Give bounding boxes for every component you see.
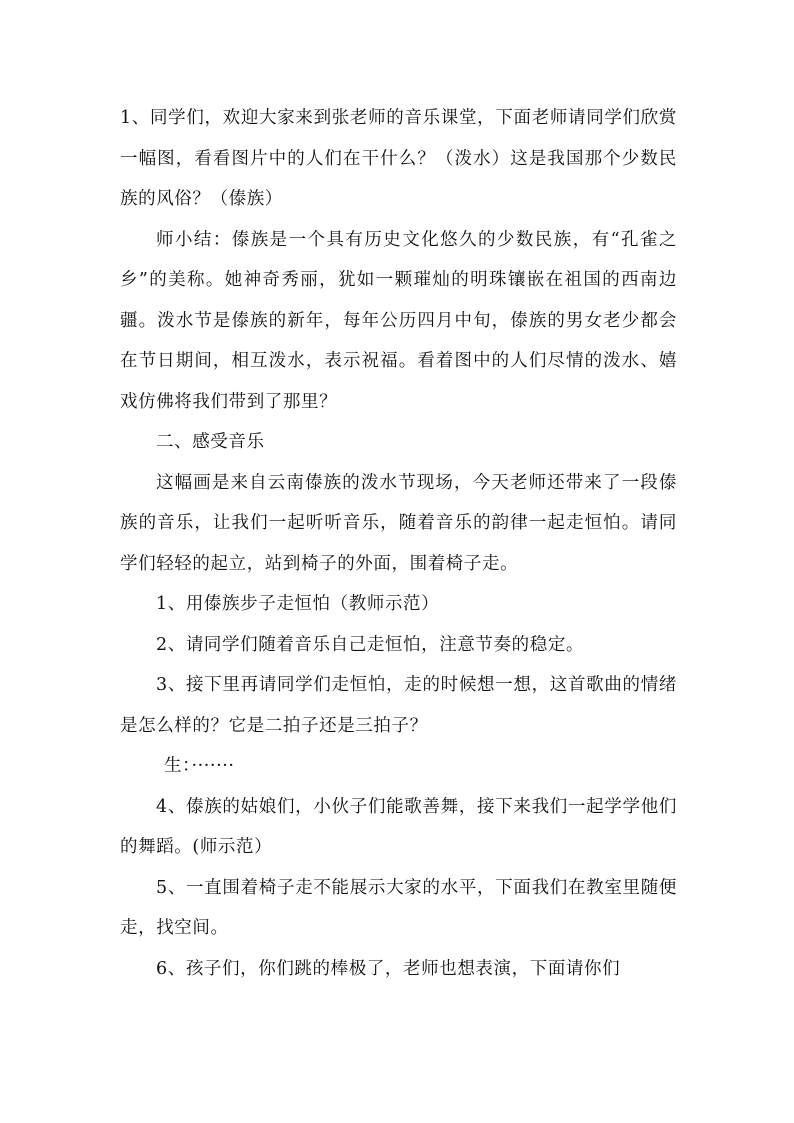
- student-response: 生：·······: [164, 756, 235, 776]
- list-item-2: 2、请同学们随着音乐自己走恒怕，注意节奏的稳定。: [156, 634, 585, 655]
- list-item-1: 1、用傣族步子走恒怕（教师示范）: [156, 594, 440, 614]
- section-heading-feel-music: 二、感受音乐: [156, 432, 265, 452]
- paragraph-music-intro: 这幅画是来自云南傣族的泼水节现场，今天老师还带来了一段傣族的音乐，让我们一起听听音乐，随着音乐的韵律一起走恒怕。请同学们轻轻的起立，站到椅子的外面，围着椅子走。: [120, 472, 677, 574]
- paragraph-intro: 1、同学们，欢迎大家来到张老师的音乐课堂，下面老师请同学们欣赏一幅图，看看图片中的人们在干什么？（泼水）这是我国那个少数民族的风俗？（傣族）: [120, 108, 677, 209]
- list-item-4: 4、傣族的姑娘们，小伙子们能歌善舞，接下来我们一起学学他们的舞蹈。(师示范）: [120, 796, 677, 857]
- list-item-6: 6、孩子们，你们跳的棒极了，老师也想表演，下面请你们: [156, 958, 621, 979]
- list-item-3: 3、接下里再请同学们走恒怕，走的时候想一想，这首歌曲的情绪是怎么样的？它是二拍子还是三拍子？: [120, 675, 677, 736]
- paragraph-teacher-summary: 师小结：傣族是一个具有历史文化悠久的少数民族，有“孔雀之乡”的美称。她神奇秀丽，犹如一颗璀灿的明珠镶嵌在祖国的西南边疆。泼水节是傣族的新年，每年公历四月中旬，傣族的男女老少都会在节日期间，相互泼水，表示祝福。看着图中的人们尽情的泼水、嬉戏仿佛将我们带到了那里？: [120, 229, 677, 412]
- list-item-5: 5、一直围着椅子走不能展示大家的水平，下面我们在教室里随便走，找空间。: [120, 877, 677, 938]
- document-body: [120, 98, 677, 989]
